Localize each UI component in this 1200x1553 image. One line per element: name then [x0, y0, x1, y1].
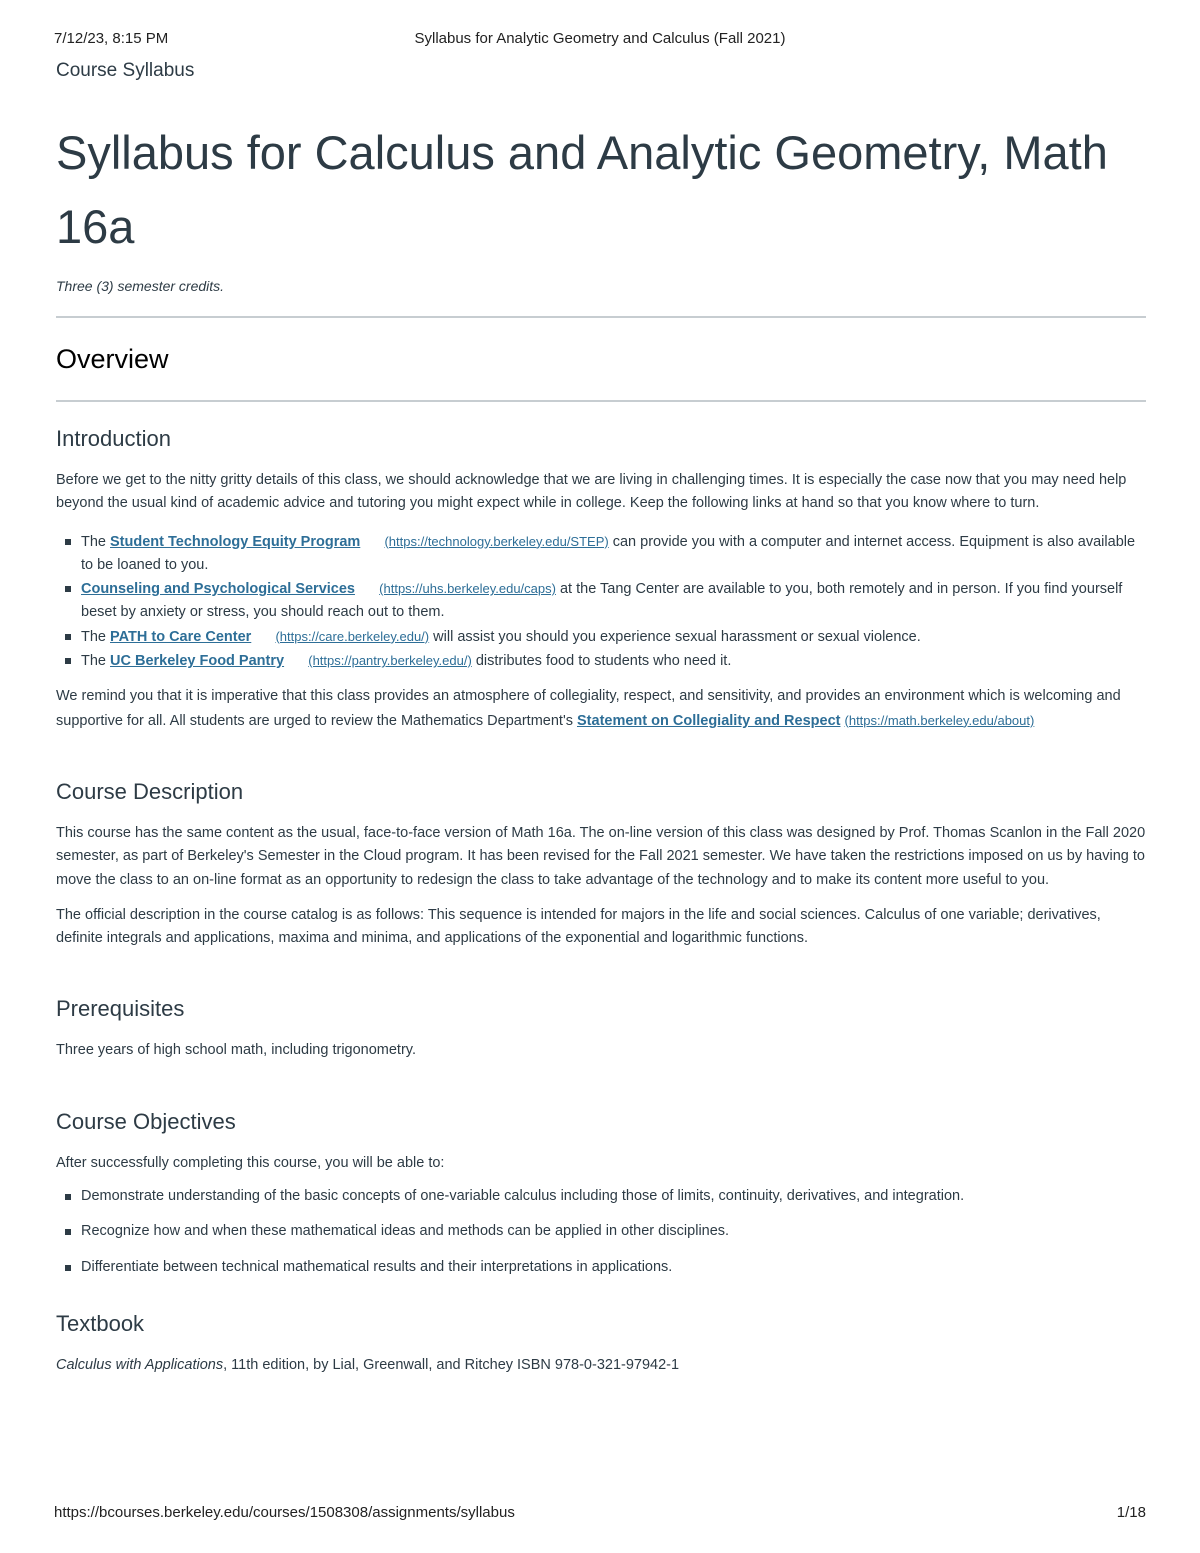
- textbook-title: Calculus with Applications: [56, 1356, 224, 1373]
- caps-link[interactable]: Counseling and Psychological Services: [81, 581, 355, 598]
- prerequisites-text: Three years of high school math, including trigonometry.: [56, 1042, 416, 1059]
- caps-external-url[interactable]: (https://uhs.berkeley.edu/caps): [379, 581, 556, 597]
- course-description-paragraph: This course has the same content as the usual, face-to-face version of Math 16a. The on-line version of this class was designed by Prof. Thomas Scanlon in the Fall 2020 semester, as part of Berkeley's Semester in the Cloud program. It has been revised for the Fall 2021 semester. We have taken the restrictions imposed on us by having to move the class to an on-line format as an opportunity to redesign the class to take advantage of the technology and to make its content more useful to you.: [56, 824, 1146, 888]
- textbook-citation: Calculus with Applications, 11th edition, by Lial, Greenwall, and Ritchey ISBN 978-0-321-97942-1: [56, 1356, 680, 1373]
- introduction-paragraph: Before we get to the nitty gritty details of this class, we should acknowledge that we are living in challenging times. It is especially the case now that you may need help beyond the usual kind of academic advice and tutoring you might expect while in college. Keep the following links at hand so that you know where to turn.: [56, 472, 1127, 512]
- resource-list: [56, 530, 1146, 674]
- list-item: Counseling and Psychological Services (https://uhs.berkeley.edu/caps) at the Tang Center are available to you, both remotely and in person. If you find yourself beset by anxiety or stress, you should reach out to them.: [81, 577, 1146, 625]
- objectives-list: [56, 1185, 1146, 1279]
- page-number: 1/18: [1116, 1504, 1146, 1521]
- course-syllabus-label: Course Syllabus: [56, 60, 195, 81]
- page-title: Syllabus for Calculus and Analytic Geometry, Math 16a: [56, 126, 1108, 253]
- prerequisites-heading: Prerequisites: [56, 996, 185, 1022]
- step-link[interactable]: Student Technology Equity Program: [110, 533, 361, 550]
- objectives-heading: Course Objectives: [56, 1108, 236, 1134]
- collegiality-link[interactable]: Statement on Collegiality and Respect: [577, 712, 841, 729]
- catalog-description-paragraph: The official description in the course catalog is as follows: This sequence is intended for majors in the life and social sciences. Calculus of one variable; derivatives, definite integrals and applications, maxima and minima, and applications of the exponential and logarithmic functions.: [56, 906, 1101, 947]
- collegiality-external-url[interactable]: (https://math.berkeley.edu/about): [844, 712, 1035, 728]
- course-description-heading: Course Description: [56, 778, 244, 804]
- path-to-care-external-url[interactable]: (https://care.berkeley.edu/): [275, 628, 430, 644]
- overview-heading: Overview: [56, 344, 169, 374]
- list-item: Recognize how and when these mathematical ideas and methods can be applied in other disciplines.: [81, 1220, 1146, 1243]
- collegiality-paragraph: We remind you that it is imperative that this class provides an atmosphere of collegiality, respect, and sensitivity, and provides an environment which is welcoming and supportive for all. All students are urged to review the Mathematics Department's Statement on Collegiality and Respect (https://math.berkeley.edu/about): [56, 688, 1121, 729]
- food-pantry-external-url[interactable]: (https://pantry.berkeley.edu/): [308, 653, 472, 669]
- divider: [56, 316, 1146, 318]
- syllabus-content: [56, 58, 1146, 1377]
- path-to-care-link[interactable]: PATH to Care Center: [110, 628, 252, 645]
- list-item: The UC Berkeley Food Pantry (https://pantry.berkeley.edu/) distributes food to students who need it.: [81, 649, 1146, 673]
- list-item: Differentiate between technical mathematical results and their interpretations in applications.: [81, 1256, 1146, 1279]
- introduction-heading: Introduction: [56, 426, 171, 451]
- step-external-url[interactable]: (https://technology.berkeley.edu/STEP): [384, 533, 609, 549]
- print-url: https://bcourses.berkeley.edu/courses/1508308/assignments/syllabus: [54, 1504, 515, 1521]
- objectives-intro: After successfully completing this course, you will be able to:: [56, 1154, 445, 1171]
- print-footer: [54, 1504, 1146, 1524]
- print-date: 7/12/23, 8:15 PM: [54, 30, 169, 47]
- print-doc-title: Syllabus for Analytic Geometry and Calculus (Fall 2021): [414, 30, 786, 47]
- list-item: The PATH to Care Center (https://care.berkeley.edu/) will assist you should you experience sexual harassment or sexual violence.: [81, 625, 1146, 649]
- credits-note: Three (3) semester credits.: [56, 278, 225, 294]
- divider: [56, 400, 1146, 402]
- food-pantry-link[interactable]: UC Berkeley Food Pantry: [110, 653, 285, 670]
- textbook-heading: Textbook: [56, 1310, 145, 1336]
- list-item: Demonstrate understanding of the basic concepts of one-variable calculus including those of limits, continuity, derivatives, and integration.: [81, 1185, 1146, 1208]
- list-item: The Student Technology Equity Program (https://technology.berkeley.edu/STEP) can provide you with a computer and internet access. Equipment is also available to be loaned to you.: [81, 530, 1146, 578]
- print-header: [54, 30, 1146, 50]
